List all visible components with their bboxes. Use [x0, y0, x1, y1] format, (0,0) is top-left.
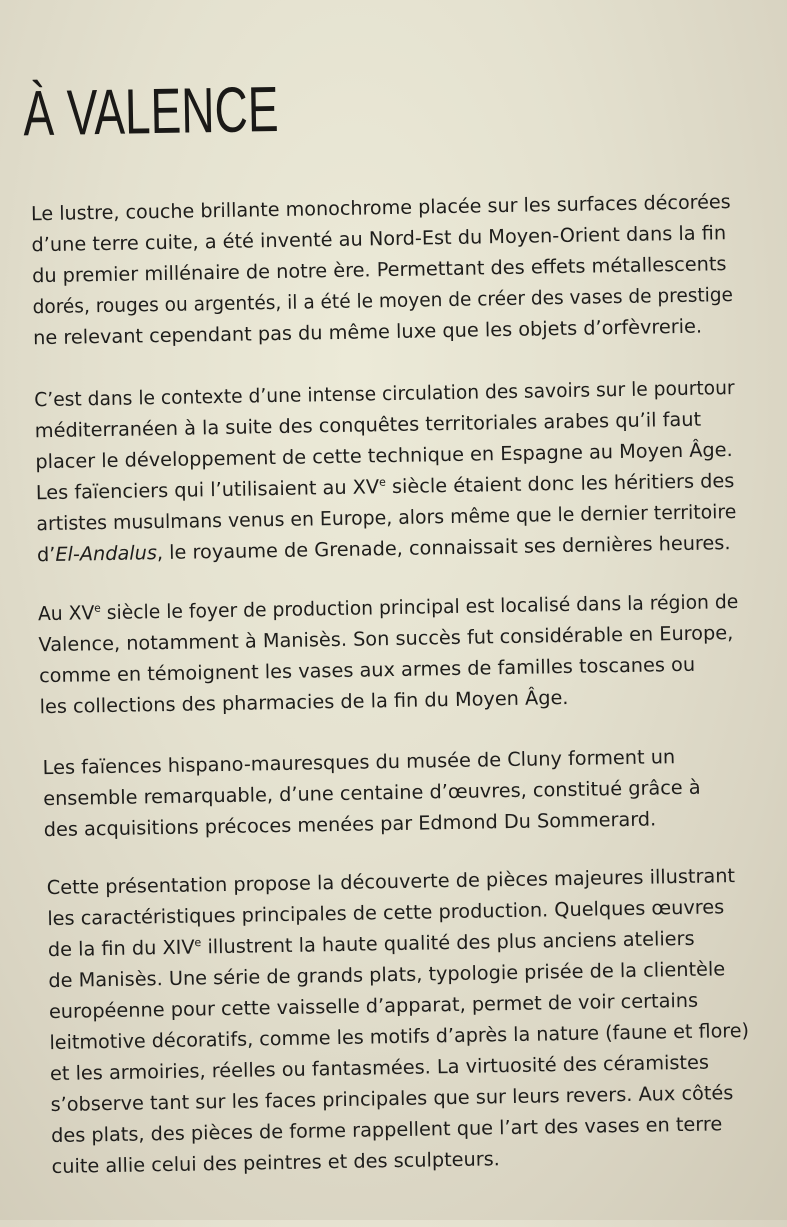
text-line: Le lustre, couche brillante monochrome placée sur les surfaces décorées [30, 190, 731, 226]
text-line: et les armoiries, réelles ou fantasmées. La virtuosité des céramistes [49, 1050, 710, 1086]
superscript: e [194, 935, 202, 950]
text-line: artistes musulmans venus en Europe, alors même que le dernier territoire [36, 500, 737, 536]
text-fragment: , le royaume de Grenade, connaissait ses dernières heures. [156, 531, 731, 565]
text-line: C’est dans le contexte d’une intense circulation des savoirs sur le pourtour [34, 376, 735, 412]
superscript: e [378, 475, 386, 489]
text-fragment: de la fin du XIV [47, 935, 195, 962]
text-fragment: Les faïenciers qui l’utilisaient au XV [35, 475, 380, 505]
text-line: Valence, notamment à Manisès. Son succès fut considérable en Europe, [38, 621, 734, 657]
text-fragment: illustrent la haute qualité des plus anciens ateliers [201, 926, 695, 959]
text-line: les collections des pharmacies de la fin du Moyen Âge. [39, 685, 569, 719]
text-line: Les faïences hispano-mauresques du musée de Cluny forment un [42, 745, 676, 780]
text-fragment: siècle étaient donc les héritiers des [385, 469, 735, 499]
text-fragment: Au XV [37, 601, 95, 626]
text-line: dorés, rouges ou argentés, il a été le moyen de créer des vases de prestige [32, 283, 734, 319]
paragraph-cluny [42, 740, 744, 845]
text-line: méditerranéen à la suite des conquêtes territoriales arabes qu’il faut [34, 407, 702, 443]
text-line: s’observe tant sur les faces principales que sur leurs revers. Aux côtés [50, 1081, 734, 1117]
paragraph-context [34, 372, 737, 570]
text-line: cuite allie celui des peintres et des sculpteurs. [51, 1147, 501, 1179]
text-line: du premier millénaire de notre ère. Permettant des effets métallescents [31, 252, 727, 288]
paragraph-production [38, 586, 740, 722]
text-fragment: d’ [36, 542, 56, 567]
text-line: leitmotive décoratifs, comme les motifs d’après la nature (faune et flore) [49, 1018, 750, 1055]
paragraph-presentation [47, 860, 752, 1182]
text-line: des acquisitions précoces menées par Edmond Du Sommerard. [43, 807, 657, 842]
superscript: e [94, 601, 101, 615]
text-line: européenne pour cette vaisselle d’apparat, permet de voir certains [48, 988, 699, 1024]
text-line: de Manisès. Une série de grands plats, typologie prisée de la clientèle [48, 957, 726, 993]
text-line: ne relevant cependant pas du même luxe que les objets d’orfèvrerie. [32, 314, 703, 350]
text-line: placer le développement de cette technique en Espagne au Moyen Âge. [35, 438, 733, 474]
text-line: ensemble remarquable, d’une centaine d’œuvres, constitué grâce à [43, 775, 701, 811]
italic-term: El-Andalus [55, 541, 158, 566]
text-line: Cette présentation propose la découverte de pièces majeures illustrant [46, 864, 736, 900]
text-line: comme en témoignent les vases aux armes de familles toscanes ou [38, 652, 696, 688]
text-line: des plats, des pièces de forme rappellent que l’art des vases en terre [50, 1112, 723, 1148]
paragraph-lustre [31, 186, 734, 353]
page-title: À VALENCE [22, 72, 280, 150]
text-line: les caractéristiques principales de cette production. Quelques œuvres [47, 895, 725, 931]
text-line: d’une terre cuite, a été inventé au Nord-Est du Moyen-Orient dans la fin [31, 221, 727, 257]
text-fragment: siècle le foyer de production principal est localisé dans la région de [100, 589, 739, 625]
